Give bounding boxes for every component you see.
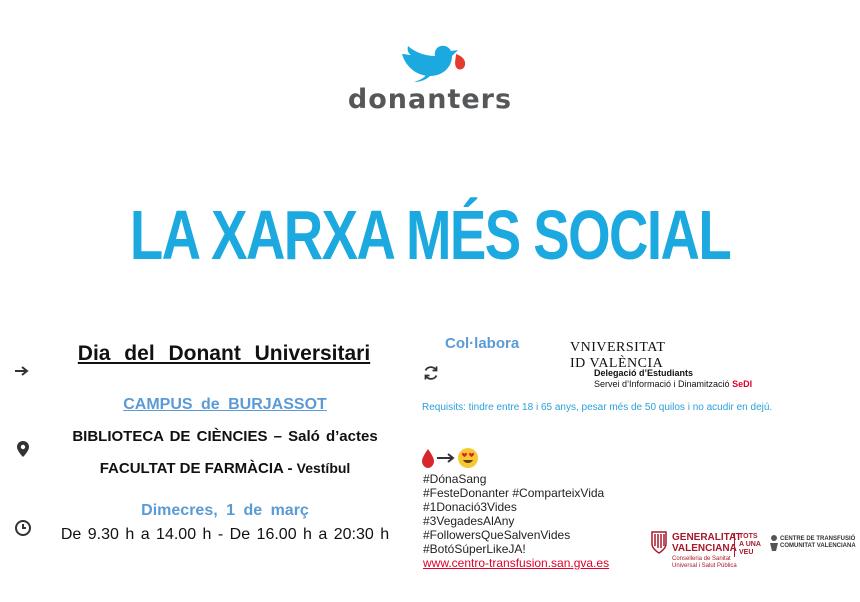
refresh-icon: [422, 364, 440, 387]
donanters-logo: [0, 40, 860, 115]
blood-drop-icon: [422, 449, 434, 468]
headline: [95, 196, 766, 274]
arrow-right-icon: [14, 364, 30, 382]
arrow-icon: [437, 454, 453, 462]
gv-line1: GENERALITAT: [672, 532, 742, 543]
event-title: Dia del Donant Universitari: [77, 342, 371, 365]
venue-farmacia: [40, 460, 410, 477]
tots-line3: VEU: [739, 549, 754, 556]
tots-a-una-veu: [734, 533, 761, 557]
gv-sub2: Universal i Salut Pública: [672, 563, 737, 569]
tots-line2: A UNA: [739, 541, 761, 548]
website-link[interactable]: www.centro-transfusion.san.gva.es: [423, 556, 610, 570]
venue-farmacia-main: FACULTAT DE FARMÀCIA: [99, 460, 284, 477]
heart-eyes-emoji-icon: [458, 448, 478, 468]
headline-part1: LA XARXA: [129, 196, 406, 274]
uv-line1: VNIVERSITAT: [570, 340, 666, 355]
hashtag-list: [423, 472, 609, 570]
requirements-text: Requisits: tindre entre 18 i 65 anys, pesar més de 50 quilos i no acudir en dejú.: [422, 402, 773, 413]
campus-name: CAMPUS de BURJASSOT: [123, 396, 327, 413]
hashtag-item: #1Donació3Vides: [423, 500, 517, 514]
centre-transfusio-icon: [768, 534, 780, 557]
uv-service-tag: SeDI: [732, 379, 753, 389]
gv-sub1: Conselleria de Sanitat: [672, 556, 731, 562]
uv-line2: ID VALÈNCIA: [570, 356, 664, 371]
gv-line2: VALENCIANA: [672, 543, 737, 554]
hashtag-item: #FollowersQueSalvenVides: [423, 528, 571, 542]
collabora-label: Col·labora: [445, 335, 520, 352]
clock-icon: [14, 519, 32, 542]
generalitat-subtitle: [672, 556, 737, 570]
hashtag-item: #3VegadesAlAny: [423, 514, 515, 528]
emoji-row: [420, 446, 486, 475]
centre-transfusio-name: [780, 536, 856, 550]
venue-biblioteca: BIBLIOTECA DE CIÈNCIES – Saló d’actes: [72, 428, 378, 445]
hashtag-item: #BotóSúperLikeJA!: [423, 542, 526, 556]
generalitat-crest-icon: [650, 528, 668, 559]
uv-service-text: Servei d’Informació i Dinamització: [594, 379, 733, 389]
venue-farmacia-sub: Vestíbul: [296, 460, 351, 476]
ct-line2: COMUNITAT VALENCIANA: [780, 543, 856, 549]
event-hours: De 9.30 h a 14.00 h - De 16.00 h a 20:30 h: [60, 526, 390, 543]
logo-text: donanters: [347, 84, 513, 115]
hashtag-item: #DónaSang: [423, 472, 487, 486]
uv-service: [594, 379, 752, 389]
tots-line1: TOTS: [739, 533, 758, 540]
headline-part2: MÉS SOCIAL: [405, 196, 731, 274]
venue-farmacia-sep: -: [283, 460, 297, 477]
location-pin-icon: [16, 440, 30, 463]
event-date: Dimecres, 1 de març: [141, 502, 309, 519]
uv-department: Delegació d’Estudiants: [594, 368, 694, 378]
hashtag-item: #FesteDonanter #ComparteixVida: [423, 486, 605, 500]
bird-with-drop-icon: [390, 40, 470, 90]
ct-line1: CENTRE DE TRANSFUSIÓ: [780, 536, 856, 542]
generalitat-name: [672, 532, 742, 554]
